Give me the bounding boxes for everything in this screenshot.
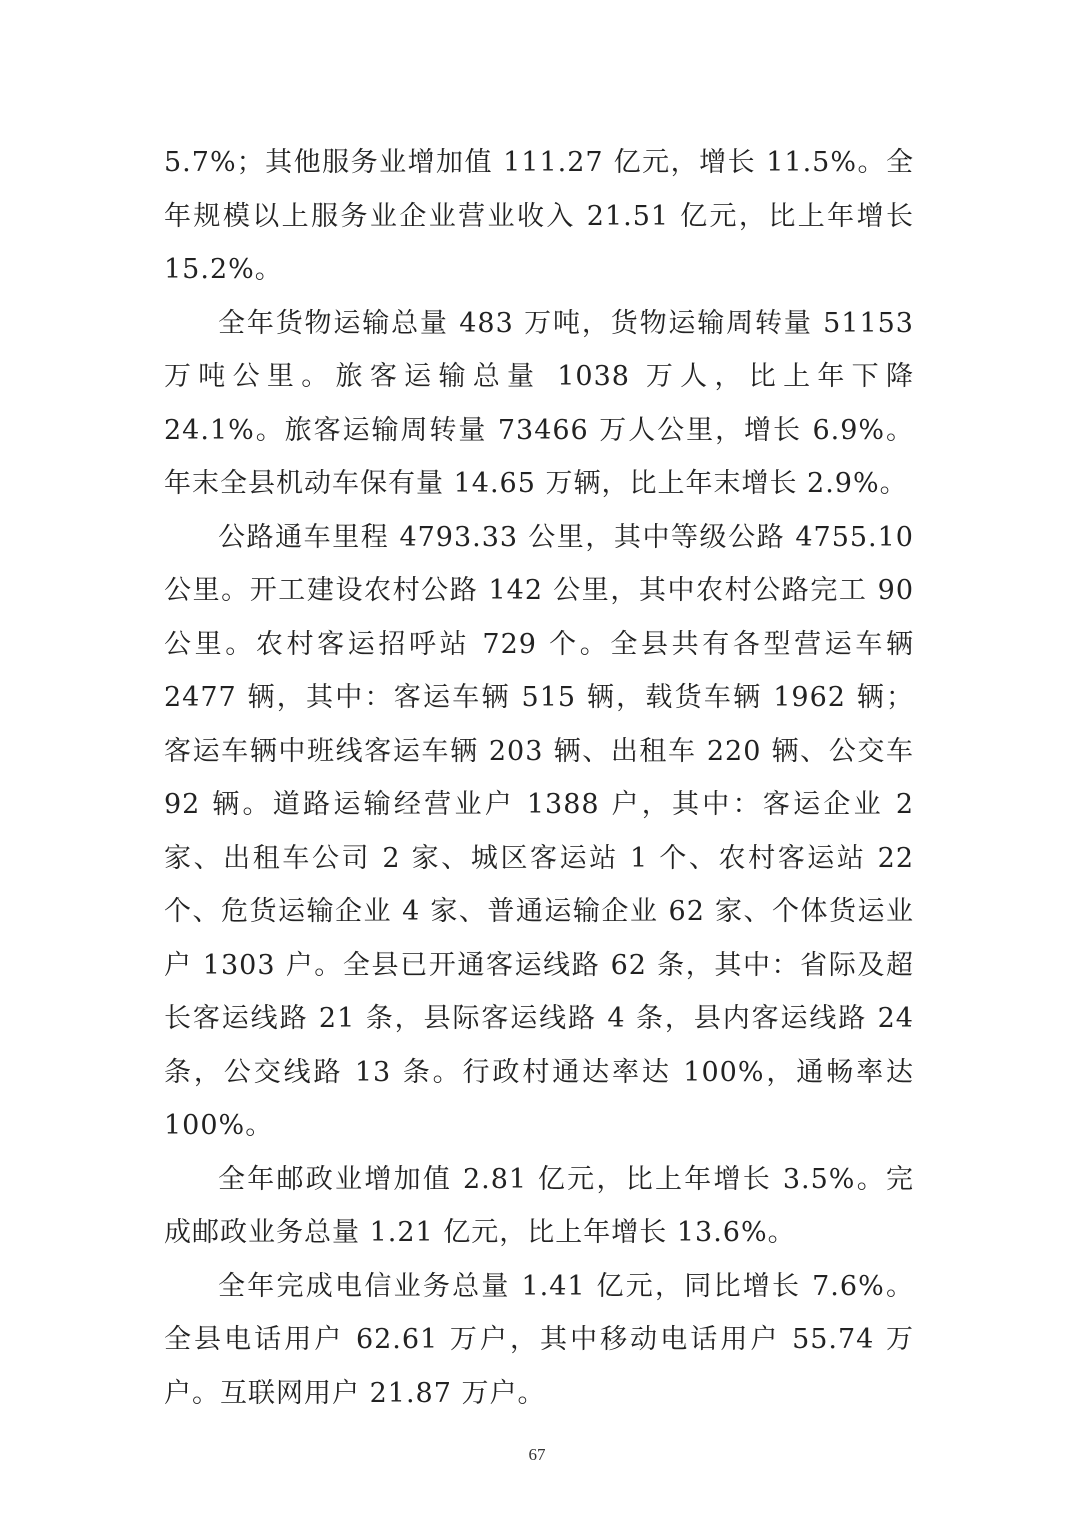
- paragraph-postal: 全年邮政业增加值 2.81 亿元，比上年增长 3.5%。完成邮政业务总量 1.21 亿元，比上年增长 13.6%。: [164, 1163, 914, 1248]
- paragraph-telecom: 全年完成电信业务总量 1.41 亿元，同比增长 7.6%。全县电话用户 62.61 万户，其中移动电话用户 55.74 万户。互联网用户 21.87 万户。: [164, 1270, 914, 1409]
- paragraph-services-continued: 5.7%；其他服务业增加值 111.27 亿元，增长 11.5%。全年规模以上服务业企业营业收入 21.51 亿元，比上年增长 15.2%。: [164, 147, 914, 285]
- paragraph-freight-passenger-transport: 全年货物运输总量 483 万吨，货物运输周转量 51153 万吨公里。旅客运输总量 1038 万人，比上年下降 24.1%。旅客运输周转量 73466 万人公里，增长 6.9%。年末全县机动车保有量 14.65 万辆，比上年末增长 2.9%。: [164, 307, 914, 499]
- page-number: 67: [528, 1445, 546, 1464]
- paragraph-road-transport: 公路通车里程 4793.33 公里，其中等级公路 4755.10 公里。开工建设农村公路 142 公里，其中农村公路完工 90 公里。农村客运招呼站 729 个。全县共有各型营运车辆 2477 辆，其中：客运车辆 515 辆，载货车辆 1962 辆；客运车辆中班线客运车辆 203 辆、出租车 220 辆、公交车 92 辆。道路运输经营业户 1388 户，其中：客运企业 2 家、出租车公司 2 家、城区客运站 1 个、农村客运站 22 个、危货运输企业 4 家、普通运输企业 62 家、个体货运业户 1303 户。全县已开通客运线路 62 条，其中：省际及超长客运线路 21 条，县际客运线路 4 条，县内客运线路 24 条，公交线路 13 条。行政村通达率达 100%，通畅率达 100%。: [164, 521, 914, 1141]
- body-text: [164, 136, 914, 1420]
